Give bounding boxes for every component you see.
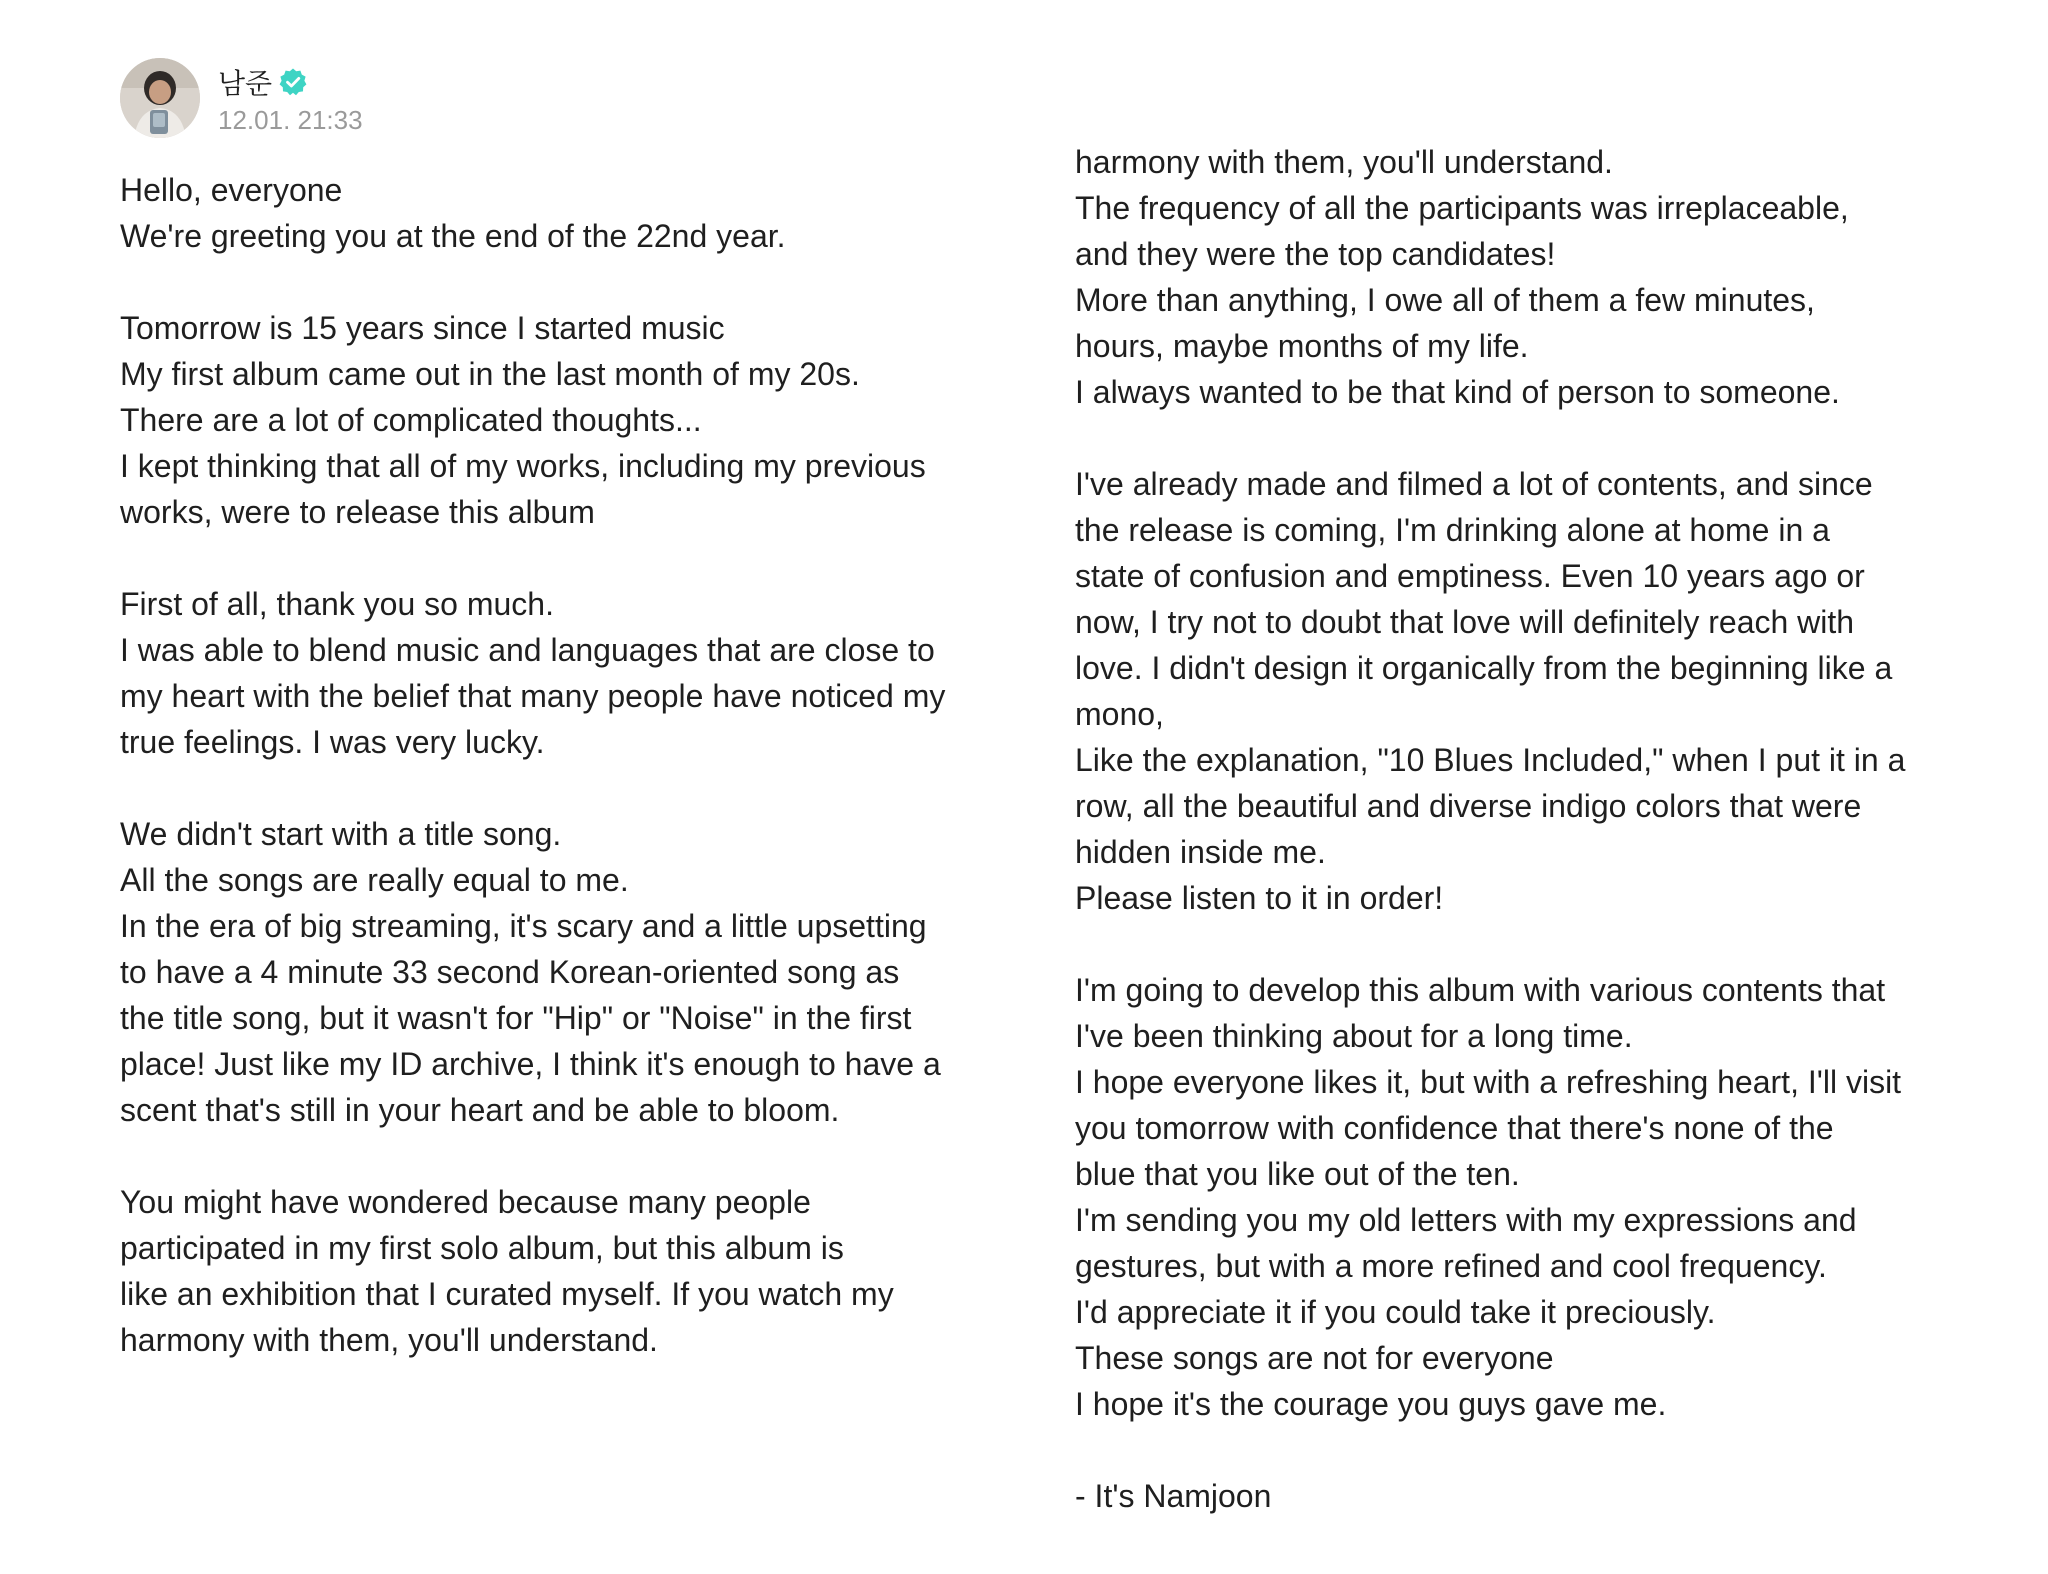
post-text-line: scent that's still in your heart and be able to bloom. [120, 1092, 840, 1128]
post-text-line: My first album came out in the last month of my 20s. [120, 356, 860, 392]
post-text-line: mono, [1075, 696, 1164, 732]
paragraph-spacer [120, 259, 1000, 305]
post-text-line: now, I try not to doubt that love will definitely reach with [1075, 604, 1855, 640]
post-text-line: love. I didn't design it organically from the beginning like a [1075, 650, 1893, 686]
post-text-line: harmony with them, you'll understand. [1075, 144, 1613, 180]
post-text-line: In the era of big streaming, it's scary and a little upsetting [120, 908, 927, 944]
post-timestamp: 12.01. 21:33 [218, 104, 363, 135]
post-text-line: Tomorrow is 15 years since I started music [120, 310, 725, 346]
post-text-line: like an exhibition that I curated myself. If you watch my [120, 1276, 894, 1312]
post-text-line: I kept thinking that all of my works, including my previous [120, 448, 926, 484]
avatar-image [120, 58, 200, 138]
author-row [218, 61, 363, 103]
post-text-line: row, all the beautiful and diverse indigo colors that were [1075, 788, 1862, 824]
post-text-line: I'm going to develop this album with various contents that [1075, 972, 1886, 1008]
post-text-line: I was able to blend music and languages that are close to [120, 632, 935, 668]
post-text-line: The frequency of all the participants was irreplaceable, [1075, 190, 1849, 226]
post-text-line: place! Just like my ID archive, I think it's enough to have a [120, 1046, 941, 1082]
post-text-line: I hope it's the courage you guys gave me. [1075, 1386, 1667, 1422]
profile-photo-avatar[interactable] [120, 58, 200, 138]
post-text-line: hours, maybe months of my life. [1075, 328, 1529, 364]
post-text-line: More than anything, I owe all of them a few minutes, [1075, 282, 1815, 318]
paragraph-spacer [1075, 415, 1975, 461]
post-text-line: and they were the top candidates! [1075, 236, 1556, 272]
post-text-line: - It's Namjoon [1075, 1478, 1272, 1514]
post-text-line: I hope everyone likes it, but with a refreshing heart, I'll visit [1075, 1064, 1902, 1100]
post-text-line: You might have wondered because many people [120, 1184, 811, 1220]
post-text-line: Hello, everyone [120, 172, 343, 208]
post-text-line: to have a 4 minute 33 second Korean-oriented song as [120, 954, 900, 990]
post-meta [218, 61, 363, 136]
post-text-line: All the songs are really equal to me. [120, 862, 629, 898]
paragraph-spacer [120, 535, 1000, 581]
post-text-line: hidden inside me. [1075, 834, 1326, 870]
post-text-line: true feelings. I was very lucky. [120, 724, 545, 760]
post-text-line: state of confusion and emptiness. Even 10 years ago or [1075, 558, 1865, 594]
post-text-line: the release is coming, I'm drinking alone at home in a [1075, 512, 1830, 548]
post-text-line: We're greeting you at the end of the 22nd year. [120, 218, 786, 254]
post-text-line: These songs are not for everyone [1075, 1340, 1554, 1376]
post-text-line: participated in my first solo album, but this album is [120, 1230, 844, 1266]
paragraph-spacer [120, 1133, 1000, 1179]
post-text-line: the title song, but it wasn't for "Hip" or "Noise" in the first [120, 1000, 912, 1036]
paragraph-spacer [1075, 921, 1975, 967]
post-text-line: my heart with the belief that many people have noticed my [120, 678, 946, 714]
post-text-line: blue that you like out of the ten. [1075, 1156, 1520, 1192]
post-body-right-column [1075, 139, 1975, 1519]
post-text-line: you tomorrow with confidence that there's none of the [1075, 1110, 1834, 1146]
author-name[interactable]: 남준 [218, 66, 273, 100]
post-text-line: There are a lot of complicated thoughts... [120, 402, 702, 438]
post-text-line: I've already made and filmed a lot of contents, and since [1075, 466, 1873, 502]
post-header [120, 56, 363, 140]
post-text-line: First of all, thank you so much. [120, 586, 554, 622]
post-text-line: I always wanted to be that kind of person to someone. [1075, 374, 1840, 410]
post-text-line: works, were to release this album [120, 494, 595, 530]
post-text-line: Like the explanation, "10 Blues Included," when I put it in a [1075, 742, 1906, 778]
verified-badge-icon [278, 67, 308, 97]
post-body-left-column [120, 167, 1000, 1363]
post-text-line: I've been thinking about for a long time. [1075, 1018, 1633, 1054]
paragraph-spacer [120, 765, 1000, 811]
post-text-line: harmony with them, you'll understand. [120, 1322, 658, 1358]
post-text-line: gestures, but with a more refined and cool frequency. [1075, 1248, 1827, 1284]
post-text-line: I'm sending you my old letters with my expressions and [1075, 1202, 1857, 1238]
post-text-line: Please listen to it in order! [1075, 880, 1444, 916]
paragraph-spacer [1075, 1427, 1975, 1473]
post-text-line: We didn't start with a title song. [120, 816, 562, 852]
post-text-line: I'd appreciate it if you could take it preciously. [1075, 1294, 1716, 1330]
